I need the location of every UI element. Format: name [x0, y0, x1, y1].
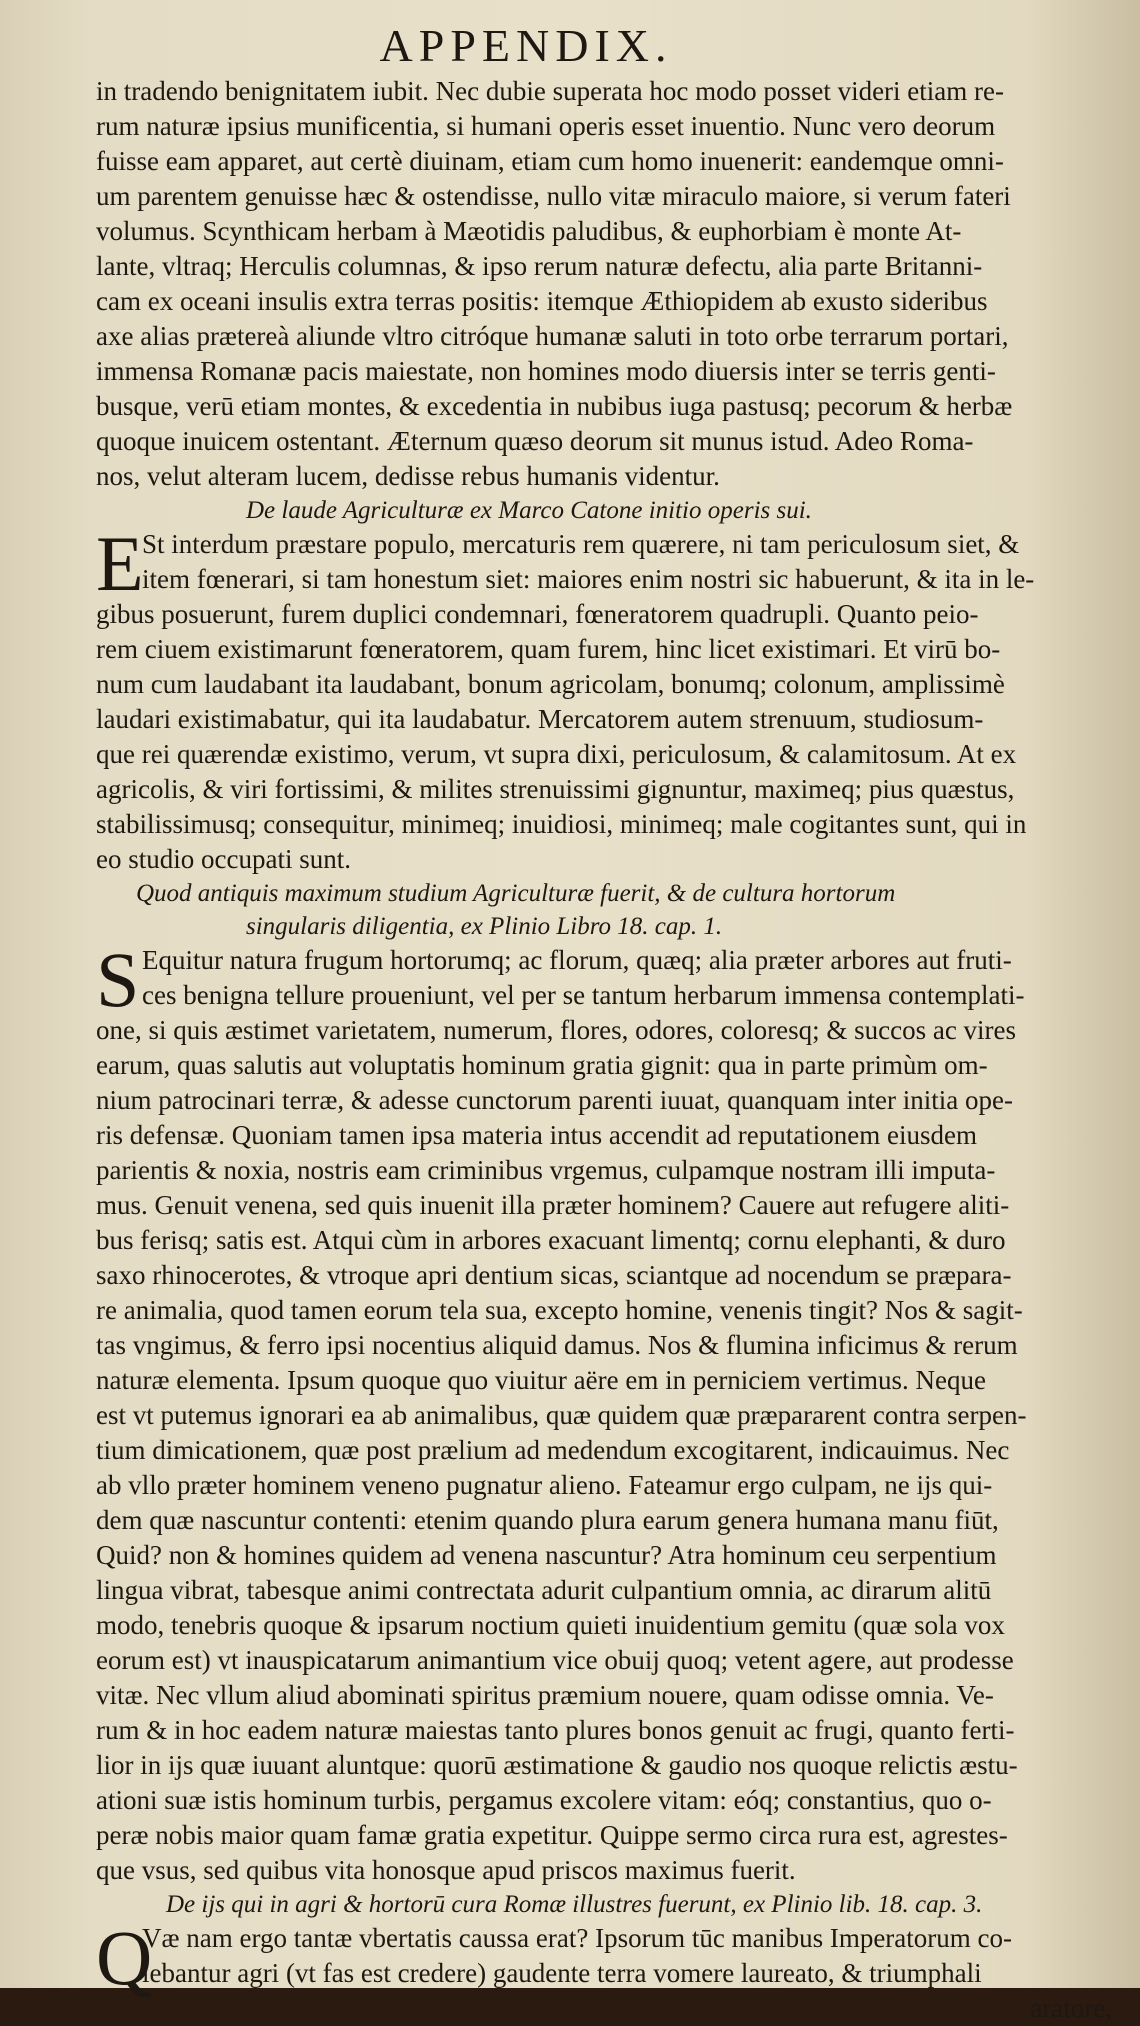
section-heading: Quod antiquis maximum studium Agriculturæ fuerit, & de cultura hortorum: [136, 880, 896, 907]
text-line: que vsus, sed quibus vita honosque apud priscos maximus fuerit.: [96, 1855, 796, 1885]
text-line: cam ex oceani insulis extra terras positis: itemque Æthiopidem ab exusto sideribus: [96, 286, 988, 316]
text-line: num cum laudabant ita laudabant, bonum agricolam, bonumq; colonum, amplissimè: [96, 669, 1005, 699]
text-line: rem ciuem existimarunt fœneratorem, quam furem, hinc licet existimari. Et virū bo-: [96, 634, 1001, 664]
text-line: lebantur agri (vt fas est credere) gaudente terra vomere laureato, & triumphali: [142, 1958, 982, 1988]
text-line: dem quæ nascuntur contenti: etenim quando plura earum genera humana manu fiūt,: [96, 1505, 999, 1535]
text-line: tium dimicationem, quæ post prælium ad medendum excogitarent, indicauimus. Nec: [96, 1435, 1010, 1465]
text-line: item fœnerari, si tam honestum siet: maiores enim nostri sic habuerunt, & ita in le-: [142, 564, 1035, 594]
drop-capital: Q: [96, 1914, 153, 2001]
text-line: one, si quis æstimet varietatem, numerum, flores, odores, coloresq; & succos ac vires: [96, 1015, 1017, 1045]
text-line: fuisse eam apparet, aut certè diuinam, etiam cum homo inuenerit: eandemque omni-: [96, 146, 1004, 176]
text-line: modo, tenebris quoque & ipsarum noctium quieti inuidentium gemitu (quæ sola vox: [96, 1610, 1005, 1640]
text-line: rum naturæ ipsius munificentia, si humani operis esset inuentio. Nunc vero deorum: [96, 111, 996, 141]
text-line: lingua vibrat, tabesque animi contrectata adurit culpantium omnia, ac dirarum alitū: [96, 1575, 992, 1605]
text-line: in tradendo benignitatem iubit. Nec dubie superata hoc modo posset videri etiam re-: [96, 76, 1004, 106]
text-line: re animalia, quod tamen eorum tela sua, excepto homine, venenis tingit? Nos & sagit-: [96, 1295, 1023, 1325]
text-line: earum, quas salutis aut voluptatis hominum gratia gignit: qua in parte primùm om-: [96, 1050, 988, 1080]
paragraph-2: [96, 520, 1124, 877]
text-line: rum & in hoc eadem naturæ maiestas tanto plures bonos genuit ac frugi, quanto ferti-: [96, 1715, 1015, 1745]
drop-capital: E: [96, 520, 144, 607]
text-line: est vt putemus ignorari ea ab animalibus, quæ quidem quæ præpararent contra serpen-: [96, 1400, 1027, 1430]
text-line: que rei quærendæ existimo, verum, vt supra dixi, periculosum, & calamitosum. At ex: [96, 739, 1017, 769]
text-line: mus. Genuit venena, sed quis inuenit illa præter hominem? Cauere aut refugere aliti-: [96, 1190, 1010, 1220]
text-line: immensa Romanæ pacis maiestate, non homines modo diuersis inter se terris genti-: [96, 356, 996, 386]
text-line: stabilissimusq; consequitur, minimeq; inuidiosi, minimeq; male cogitantes sunt, qui in: [96, 809, 1027, 839]
text-line: volumus. Scynthicam herbam à Mæotidis paludibus, & euphorbiam è monte At-: [96, 216, 962, 246]
text-line: ces benigna tellure proueniunt, vel per se tantum herbarum immensa contemplati-: [142, 980, 1025, 1010]
text-line: tas vngimus, & ferro ipsi nocentius aliquid damus. Nos & flumina inficimus & rerum: [96, 1330, 1018, 1360]
text-line: eorum est) vt inauspicatarum animantium vice obuij quoq; vetent agere, aut prodesse: [96, 1645, 1014, 1675]
text-line: Quid? non & homines quidem ad venena nascuntur? Atra hominum ceu serpentium: [96, 1540, 997, 1570]
drop-capital: S: [96, 936, 140, 1023]
text-line: ris defensæ. Quoniam tamen ipsa materia intus accendit ad reputationem eiusdem: [96, 1120, 977, 1150]
text-line: lior in ijs quæ iuuant aluntque: quorū æstimatione & gaudio nos quoque relictis æstu-: [96, 1750, 1018, 1780]
text-line: lante, vltraq; Herculis columnas, & ipso rerum naturæ defectu, alia parte Britanni-: [96, 251, 983, 281]
text-line: axe alias prætereà aliunde vltro citróque humanæ saluti in toto orbe terrarum portari,: [96, 321, 1009, 351]
text-line: parientis & noxia, nostris eam criminibus vrgemus, culpamque nostram illi imputa-: [96, 1155, 996, 1185]
text-line: bus ferisq; satis est. Atqui cùm in arbores exacuant limentq; cornu elephanti, & duro: [96, 1225, 1006, 1255]
text-line: nium patrocinari terræ, & adesse cunctorum parenti iuuat, quanquam inter initia ope-: [96, 1085, 1013, 1115]
section-heading: De laude Agriculturæ ex Marco Catone initio operis sui.: [246, 497, 812, 524]
text-line: laudari existimabatur, qui ita laudabatur. Mercatorem autem strenuum, studiosum-: [96, 704, 984, 734]
section-heading-continued: singularis diligentia, ex Plinio Libro 18. cap. 1.: [246, 913, 723, 940]
text-line: Væ nam ergo tantæ vbertatis caussa erat? Ipsorum tūc manibus Imperatorum co-: [142, 1923, 1012, 1953]
section-heading: De ijs qui in agri & hortorū cura Romæ illustres fuerunt, ex Plinio lib. 18. cap. 3.: [166, 1891, 983, 1918]
text-line: busque, verū etiam montes, & excedentia in nubibus iuga pastusq; pecorum & herbæ: [96, 391, 1013, 421]
text-line: Equitur natura frugum hortorumq; ac florum, quæq; alia præter arbores aut fruti-: [142, 945, 1012, 975]
text-line: agricolis, & viri fortissimi, & milites strenuissimi gignuntur, maximeq; pius quæstus,: [96, 774, 1015, 804]
paragraph-3: [96, 936, 1124, 1888]
text-line: ationi suæ istis hominum turbis, pergamus excolere vitam: eóq; constantius, quo o-: [96, 1785, 992, 1815]
paragraph-1: [96, 74, 1124, 494]
text-line: eo studio occupati sunt.: [96, 844, 351, 874]
text-line: gibus posuerunt, furem duplici condemnari, fœneratorem quadrupli. Quanto peio-: [96, 599, 979, 629]
text-line: ab vllo præter hominem veneno pugnatur alieno. Fateamur ergo culpam, ne ijs qui-: [96, 1470, 993, 1500]
text-line: vitæ. Nec vllum aliud abominati spiritus præmium nouere, quam odisse omnia. Ve-: [96, 1680, 994, 1710]
catchword: aratore,: [1030, 1993, 1112, 2023]
running-head: APPENDIX.: [379, 20, 673, 71]
text-line: saxo rhinocerotes, & vtroque apri dentium sicas, sciantque ad nocendum se præpara-: [96, 1260, 1012, 1290]
text-line: quoque inuicem ostentant. Æternum quæso deorum sit munus istud. Adeo Roma-: [96, 426, 974, 456]
text-line: nos, velut alteram lucem, dedisse rebus humanis videntur.: [96, 461, 720, 491]
paragraph-4: [96, 1914, 1124, 2001]
text-line: peræ nobis maior quam famæ gratia expetitur. Quippe sermo circa rura est, agrestes-: [96, 1820, 1008, 1850]
text-line: naturæ elementa. Ipsum quoque quo viuitur aëre em in perniciem vertimus. Neque: [96, 1365, 986, 1395]
text-line: um parentem genuisse hæc & ostendisse, nullo vitæ miraculo maiore, si verum fateri: [96, 181, 1011, 211]
text-line: St interdum præstare populo, mercaturis rem quærere, ni tam periculosum siet, &: [142, 529, 1020, 559]
